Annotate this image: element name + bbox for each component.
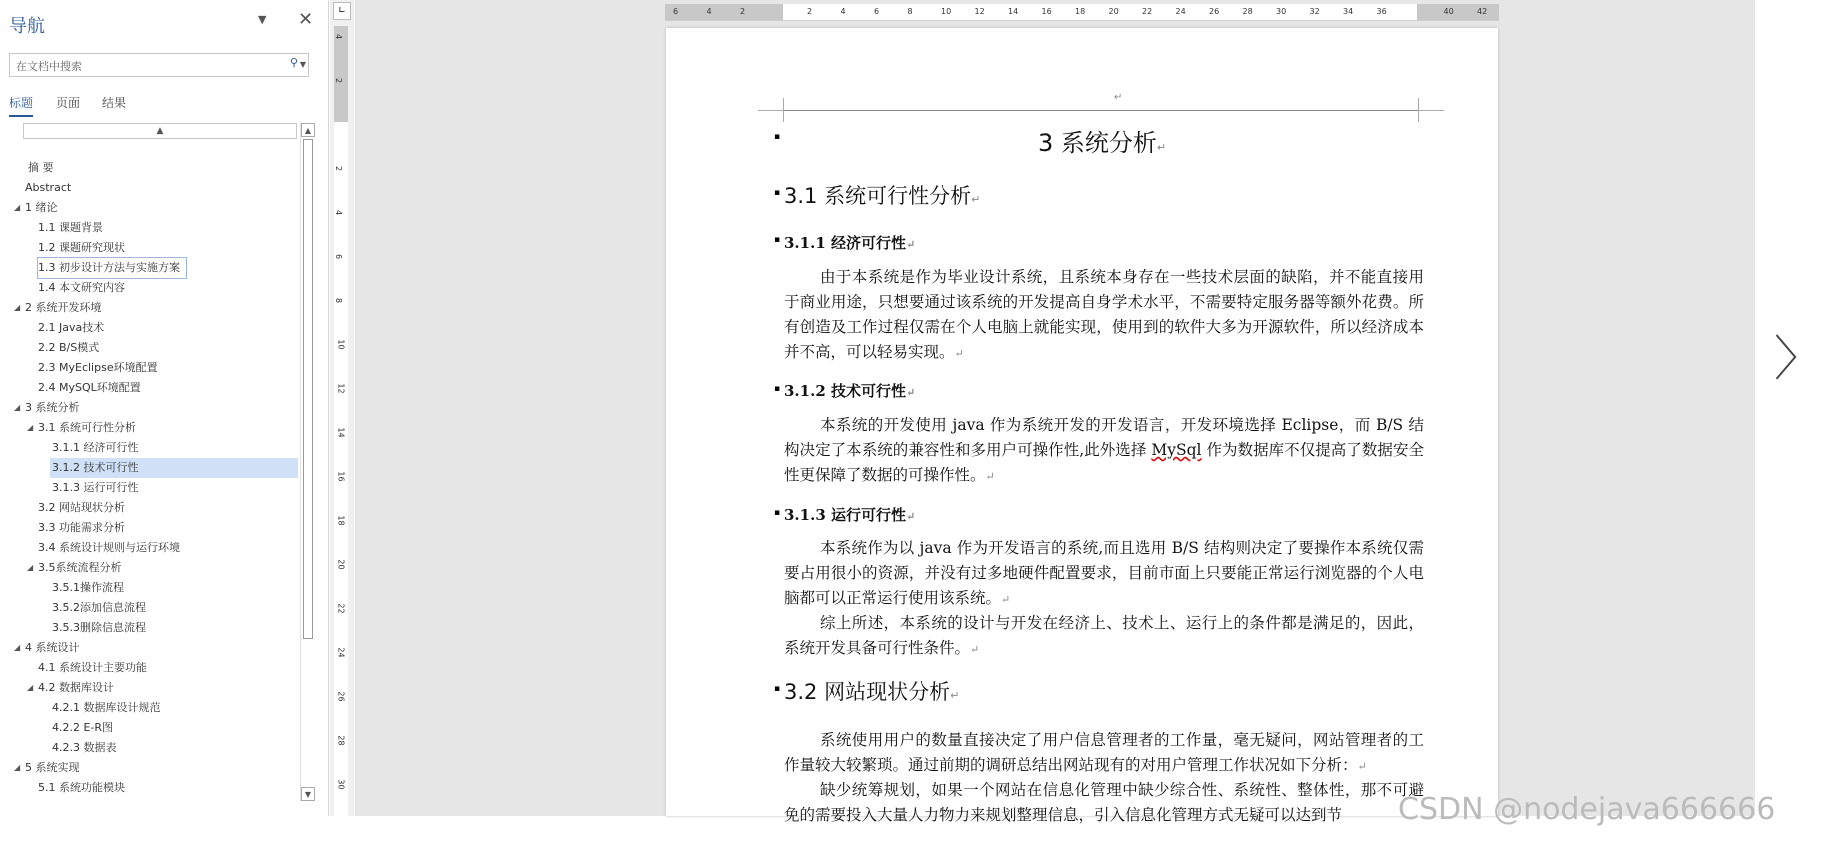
ruler-number: 10 [941, 7, 952, 16]
tree-item[interactable] [0, 718, 300, 738]
expand-triangle-icon[interactable]: ◢ [14, 203, 21, 212]
collapse-all-button[interactable]: ▲ [23, 123, 297, 139]
heading-bullet: ▪ [774, 188, 781, 198]
tree-item-label: 5 系统实现 [25, 761, 80, 774]
spellcheck-word[interactable]: MySql [1151, 441, 1202, 459]
paragraph-mark: ↵ [1357, 760, 1367, 773]
ruler-number: 22 [1142, 7, 1153, 16]
tree-item-label: 1.2 课题研究现状 [38, 241, 125, 254]
tree-item[interactable] [0, 318, 300, 338]
ruler-number: 16 [336, 471, 346, 482]
ruler-number: 4 [840, 7, 846, 16]
tree-item-label: 4 系统设计 [25, 641, 80, 654]
tree-item-label: 2.1 Java技术 [38, 321, 105, 334]
tree-item-label: 4.2.3 数据表 [52, 741, 117, 754]
paragraph-mark: ↵ [1156, 141, 1167, 154]
next-page-chevron-icon[interactable]: 〉 [1774, 331, 1822, 387]
tree-item-label: 4.2.2 E-R图 [52, 721, 114, 734]
expand-triangle-icon[interactable]: ◢ [14, 303, 21, 312]
ruler-number: 20 [336, 559, 346, 570]
header-rule [783, 110, 1419, 111]
tree-item[interactable] [0, 258, 300, 278]
search-options-chevron-icon[interactable]: ▼ [299, 60, 306, 69]
paragraph-mark: ↵ [905, 510, 916, 523]
tree-item-label: 1.1 课题背景 [38, 221, 103, 234]
ruler-number: 26 [1209, 7, 1220, 16]
body-paragraph[interactable] [784, 611, 1424, 662]
ruler-number: 12 [974, 7, 985, 16]
subsection-heading-text: 3.1.1 经济可行性 [784, 234, 906, 252]
tree-item-label: 2.2 B/S模式 [38, 341, 100, 354]
tree-item-label: 3.5系统流程分析 [38, 561, 122, 574]
ruler-number: 6 [673, 7, 679, 16]
tree-item[interactable] [0, 358, 300, 378]
header-corner [758, 110, 784, 111]
subsection-heading[interactable] [784, 504, 915, 525]
expand-triangle-icon[interactable]: ◢ [27, 423, 34, 432]
body-paragraph[interactable] [784, 728, 1424, 779]
tree-item-label: 1.3 初步设计方法与实施方案 [38, 258, 186, 278]
ruler-number: 20 [1108, 7, 1119, 16]
scroll-down-icon[interactable]: ▼ [301, 787, 315, 801]
tree-item-label: 摘 要 [28, 161, 54, 174]
ruler-number: 26 [336, 691, 346, 702]
ruler-number: 24 [1175, 7, 1186, 16]
tree-item[interactable] [0, 178, 300, 198]
body-paragraph[interactable] [784, 536, 1424, 612]
expand-triangle-icon[interactable]: ◢ [14, 403, 21, 412]
tab-pages[interactable]: 页面 [56, 96, 81, 110]
ruler-number: 8 [907, 7, 913, 16]
tree-item-label: 3 系统分析 [25, 401, 80, 414]
chapter-heading-text: 3 系统分析 [1038, 129, 1157, 157]
paragraph-mark: ↵ [954, 347, 964, 360]
header-corner [1418, 110, 1444, 111]
ruler-number: 4 [334, 33, 344, 40]
tree-item[interactable] [0, 298, 300, 318]
paragraph-mark: ↵ [905, 238, 916, 251]
scroll-thumb[interactable] [303, 139, 313, 639]
active-tab-indicator [9, 115, 33, 117]
ruler-number: 10 [336, 339, 346, 350]
tab-results[interactable]: 结果 [102, 96, 127, 110]
header-corner [1418, 98, 1419, 122]
ruler-number: 16 [1041, 7, 1052, 16]
tree-item[interactable] [0, 538, 300, 558]
ruler-number: 18 [1075, 7, 1086, 16]
ruler-number: 24 [336, 647, 346, 658]
paragraph-mark: ↵ [1114, 92, 1123, 103]
nav-close-icon[interactable]: ✕ [298, 9, 314, 30]
ruler-number: 2 [334, 77, 344, 84]
expand-triangle-icon[interactable]: ◢ [14, 763, 21, 772]
tree-item-label: 4.2 数据库设计 [38, 681, 114, 694]
tree-item-label: 5.1 系统功能模块 [38, 781, 125, 794]
tree-item-label: 2.3 MyEclipse环境配置 [38, 361, 158, 374]
tree-item[interactable] [0, 758, 300, 778]
body-paragraph[interactable] [784, 778, 1424, 824]
ruler-number: 28 [336, 735, 346, 746]
paragraph-text: 缺少统筹规划，如果一个网站在信息化管理中缺少综合性、系统性、整体性，那不可避免的需要投入大量人力物力来规划整理信息，引入信息化管理方式无疑可以达到节 [784, 781, 1424, 824]
ruler-number: 30 [1276, 7, 1287, 16]
paragraph-text: 由于本系统是作为毕业设计系统，且系统本身存在一些技术层面的缺陷，并不能直接用于商业用途，只想要通过该系统的开发提高自身学术水平，不需要特定服务器等额外花费。所有创造及工作过程仅需在个人电脑上就能实现，使用到的软件大多为开源软件，所以经济成本并不高，可以轻易实现。 [784, 268, 1424, 361]
tree-item-label: 2.4 MySQL环境配置 [38, 381, 141, 394]
paragraph-mark: ↵ [985, 470, 995, 483]
paragraph-mark: ↵ [971, 193, 981, 206]
subsection-heading-text: 3.1.2 技术可行性 [784, 382, 906, 400]
tree-item[interactable] [0, 658, 300, 678]
tab-selector-button[interactable]: ∟ [333, 2, 351, 20]
tree-item[interactable] [0, 698, 300, 718]
ruler-number: 14 [336, 427, 346, 438]
document-page[interactable] [666, 28, 1498, 824]
tree-item[interactable] [0, 418, 300, 438]
ruler-number: 22 [336, 603, 346, 614]
ruler-margin-top [334, 26, 348, 122]
horizontal-ruler[interactable] [665, 4, 1499, 21]
heading-bullet: ▪ [774, 132, 781, 142]
ruler-number: 18 [336, 515, 346, 526]
ruler-number: 6 [334, 253, 344, 260]
heading-bullet: ▪ [774, 235, 781, 245]
paragraph-mark: ↵ [970, 643, 980, 656]
nav-title: 导航 [9, 16, 45, 37]
tree-item[interactable] [0, 638, 300, 658]
navigation-pane [0, 0, 329, 816]
tree-item-label: 4.2.1 数据库设计规范 [52, 701, 161, 714]
tree-item[interactable] [0, 598, 300, 618]
tree-item-label: 3.1.3 运行可行性 [52, 481, 139, 494]
section-heading[interactable] [784, 180, 980, 210]
tree-item-label: 3.1.2 技术可行性 [52, 461, 139, 474]
ruler-number: 34 [1343, 7, 1354, 16]
tree-item[interactable] [0, 478, 300, 498]
ruler-number: 4 [334, 209, 344, 216]
tree-item-label: 3.4 系统设计规则与运行环境 [38, 541, 180, 554]
ruler-number: 32 [1309, 7, 1320, 16]
search-placeholder: 在文档中搜索 [16, 60, 82, 73]
ruler-number: 30 [336, 779, 346, 790]
ruler-number: 2 [740, 7, 746, 16]
subsection-heading[interactable] [784, 232, 915, 253]
tree-item[interactable] [50, 458, 298, 478]
tree-item[interactable] [0, 518, 300, 538]
paragraph-text: 系统使用用户的数量直接决定了用户信息管理者的工作量，毫无疑问，网站管理者的工作量较大较繁琐。通过前期的调研总结出网站现有的对用户管理工作状况如下分析： [784, 731, 1424, 774]
heading-bullet: ▪ [774, 384, 781, 394]
ruler-number: 6 [874, 7, 880, 16]
section-heading-text: 3.1 系统可行性分析 [784, 184, 972, 208]
tree-item-label: 4.1 系统设计主要功能 [38, 661, 147, 674]
tree-item[interactable] [0, 498, 300, 518]
ruler-number: 14 [1008, 7, 1019, 16]
section-heading[interactable] [784, 676, 959, 706]
scroll-up-icon[interactable]: ▲ [301, 123, 315, 137]
section-heading-text: 3.2 网站现状分析 [784, 680, 951, 704]
expand-triangle-icon[interactable]: ◢ [27, 563, 34, 572]
tree-item[interactable] [0, 378, 300, 398]
vertical-ruler [330, 0, 354, 816]
paragraph-mark: ↵ [1001, 593, 1011, 606]
ruler-margin-left [665, 4, 783, 20]
tree-item-label: 3.3 功能需求分析 [38, 521, 125, 534]
tree-item[interactable] [0, 278, 300, 298]
tree-item-label: 3.1.1 经济可行性 [52, 441, 139, 454]
expand-triangle-icon[interactable]: ◢ [14, 643, 21, 652]
paragraph-text: 综上所述，本系统的设计与开发在经济上、技术上、运行上的条件都是满足的，因此，系统开发具备可行性条件。 [784, 614, 1424, 657]
heading-tree [0, 158, 300, 798]
heading-bullet: ▪ [774, 508, 781, 518]
header-corner [783, 98, 784, 122]
nav-options-chevron-icon[interactable]: ▼ [258, 13, 267, 26]
tree-item[interactable] [0, 678, 300, 698]
paragraph-text: 本系统的开发使用 java 作为系统开发的开发语言，开发环境选择 Eclipse，而 B/S 结构决定了本系统的兼容性和多用户可操作性,此外选择 [784, 416, 1424, 459]
tree-item[interactable] [0, 778, 300, 798]
paragraph-mark: ↵ [950, 689, 960, 702]
tree-item[interactable] [0, 578, 300, 598]
tree-item[interactable] [0, 158, 300, 178]
ruler-number: 4 [706, 7, 712, 16]
chapter-heading[interactable] [1038, 123, 1166, 158]
tree-item-label: 3.2 网站现状分析 [38, 501, 125, 514]
ruler-number: 8 [334, 297, 344, 304]
nav-search-input[interactable] [9, 53, 309, 77]
body-paragraph[interactable] [784, 265, 1424, 366]
tree-item[interactable] [0, 218, 300, 238]
expand-triangle-icon[interactable]: ◢ [27, 683, 34, 692]
ruler-number: 42 [1477, 7, 1488, 16]
tree-item-label: Abstract [25, 181, 72, 194]
subsection-heading-text: 3.1.3 运行可行性 [784, 506, 906, 524]
ruler-number: 40 [1443, 7, 1454, 16]
tree-item-label: 1.4 本文研究内容 [38, 281, 125, 294]
tree-item[interactable] [0, 438, 300, 458]
subsection-heading[interactable] [784, 380, 915, 401]
tree-item[interactable] [0, 618, 300, 638]
ruler-number: 36 [1376, 7, 1387, 16]
ruler-number: 2 [807, 7, 813, 16]
tab-headings[interactable]: 标题 [9, 96, 34, 110]
tree-item-label: 3.5.1操作流程 [52, 581, 124, 594]
paragraph-text: 作为数据库不仅提高了数据安全性更保障了数据的可操作性。 [784, 441, 1424, 484]
ruler-number: 2 [334, 165, 344, 172]
tree-item-label: 3.5.2添加信息流程 [52, 601, 146, 614]
nav-scrollbar[interactable] [300, 123, 315, 801]
tree-item[interactable] [0, 338, 300, 358]
search-icon[interactable]: ⚲ [289, 56, 298, 69]
tree-item[interactable] [0, 198, 300, 218]
paragraph-text: 本系统作为以 java 作为开发语言的系统,而且选用 B/S 结构则决定了要操作本系统仅需要占用很小的资源，并没有过多地硬件配置要求，目前市面上只要能正常运行浏览器的个人电脑都可以正常运行使用该系统。 [784, 539, 1424, 607]
paragraph-mark: ↵ [905, 386, 916, 399]
tree-item[interactable] [0, 558, 300, 578]
tree-item-label: 1 绪论 [25, 201, 58, 214]
tree-item-label: 3.5.3删除信息流程 [52, 621, 146, 634]
tree-item[interactable] [0, 238, 300, 258]
tree-item[interactable] [0, 398, 300, 418]
tree-item-label: 3.1 系统可行性分析 [38, 421, 136, 434]
ruler-number: 12 [336, 383, 346, 394]
tree-item[interactable] [0, 738, 300, 758]
tree-item-label: 2 系统开发环境 [25, 301, 102, 314]
heading-bullet: ▪ [774, 684, 781, 694]
ruler-number: 28 [1242, 7, 1253, 16]
body-paragraph[interactable] [784, 413, 1424, 489]
ruler-body [334, 122, 348, 816]
watermark: CSDN @nodejava666666 [1398, 792, 1776, 827]
